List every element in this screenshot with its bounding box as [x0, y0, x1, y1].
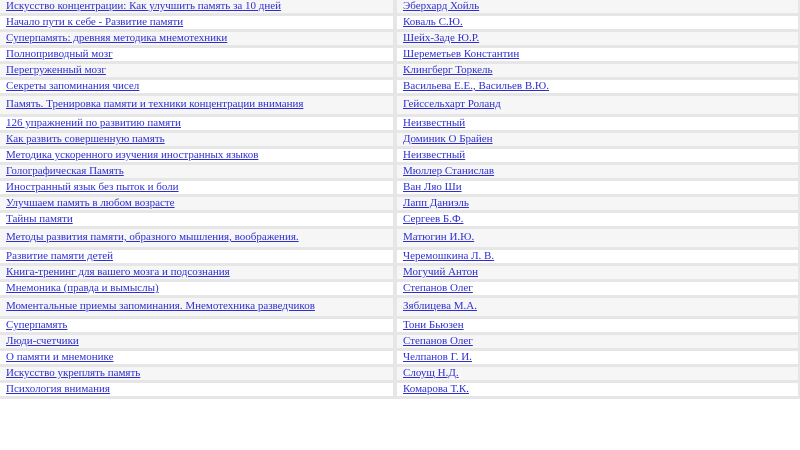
book-title-link[interactable]: Перегруженный мозг	[6, 64, 106, 76]
author-cell	[397, 181, 800, 197]
book-title-link[interactable]: Полноприводный мозг	[6, 48, 113, 60]
author-cell	[397, 0, 800, 16]
table-row	[0, 181, 800, 197]
table-row	[0, 96, 800, 117]
book-title-cell	[0, 351, 397, 367]
author-link[interactable]: Зяблицева М.А.	[403, 300, 477, 312]
book-title-cell	[0, 96, 397, 117]
author-cell	[397, 229, 800, 250]
author-cell	[397, 319, 800, 335]
author-cell	[397, 48, 800, 64]
author-cell	[397, 282, 800, 298]
table-row	[0, 80, 800, 96]
book-title-cell	[0, 250, 397, 266]
author-link[interactable]: Комарова Т.К.	[403, 383, 469, 395]
author-cell	[397, 298, 800, 319]
author-cell	[397, 335, 800, 351]
table-row	[0, 351, 800, 367]
author-cell	[397, 351, 800, 367]
author-cell	[397, 133, 800, 149]
author-link[interactable]: Могучий Антон	[403, 266, 478, 278]
author-link[interactable]: Неизвестный	[403, 149, 466, 161]
author-cell	[397, 32, 800, 48]
book-title-cell	[0, 282, 397, 298]
book-title-link[interactable]: 126 упражнений по развитию памяти	[6, 117, 181, 129]
book-title-cell	[0, 133, 397, 149]
table-row	[0, 266, 800, 282]
author-link[interactable]: Матюгин И.Ю.	[403, 231, 475, 243]
author-link[interactable]: Гейссельхарт Роланд	[403, 98, 501, 110]
book-title-cell	[0, 229, 397, 250]
table-row	[0, 16, 800, 32]
author-link[interactable]: Челпанов Г. И.	[403, 351, 472, 363]
author-link[interactable]: Доминик О Брайен	[403, 133, 493, 145]
author-cell	[397, 80, 800, 96]
table-row	[0, 165, 800, 181]
author-link[interactable]: Шереметьев Константин	[403, 48, 520, 60]
book-title-cell	[0, 64, 397, 80]
author-link[interactable]: Коваль С.Ю.	[403, 16, 463, 28]
book-title-link[interactable]: Методы развития памяти, образного мышления, воображения.	[6, 231, 299, 243]
table-row	[0, 298, 800, 319]
author-cell	[397, 197, 800, 213]
table-row	[0, 117, 800, 133]
author-link[interactable]: Сергеев Б.Ф.	[403, 213, 464, 225]
book-title-cell	[0, 335, 397, 351]
book-title-link[interactable]: Искусство укреплять память	[6, 367, 141, 379]
book-title-link[interactable]: Как развить совершенную память	[6, 133, 165, 145]
author-cell	[397, 96, 800, 117]
table-row	[0, 383, 800, 399]
book-title-cell	[0, 149, 397, 165]
table-row	[0, 133, 800, 149]
table-row	[0, 229, 800, 250]
author-cell	[397, 213, 800, 229]
table-row	[0, 149, 800, 165]
book-title-link[interactable]: Суперпамять: древняя методика мнемотехники	[6, 32, 228, 44]
table-row	[0, 64, 800, 80]
table-row	[0, 48, 800, 64]
book-title-link[interactable]: Моментальные приемы запоминания. Мнемотехника разведчиков	[6, 300, 315, 312]
author-link[interactable]: Слоущ Н.Д.	[403, 367, 459, 379]
author-link[interactable]: Степанов Олег	[403, 335, 473, 347]
book-title-cell	[0, 165, 397, 181]
table-row	[0, 0, 800, 16]
author-link[interactable]: Мюллер Станислав	[403, 165, 495, 177]
book-title-cell	[0, 32, 397, 48]
author-link[interactable]: Васильева Е.Е., Васильев В.Ю.	[403, 80, 549, 92]
author-link[interactable]: Эберхард Хойль	[403, 0, 480, 12]
author-link[interactable]: Ван Ляо Ши	[403, 181, 462, 193]
book-title-cell	[0, 213, 397, 229]
book-title-link[interactable]: Искусство концентрации: Как улучшить память за 10 дней	[6, 0, 282, 12]
author-link[interactable]: Степанов Олег	[403, 282, 473, 294]
book-title-cell	[0, 197, 397, 213]
author-link[interactable]: Неизвестный	[403, 117, 466, 129]
table-row	[0, 335, 800, 351]
author-cell	[397, 16, 800, 32]
table-row	[0, 197, 800, 213]
book-title-link[interactable]: Память. Тренировка памяти и техники концентрации внимания	[6, 98, 304, 110]
book-title-link[interactable]: Суперпамять	[6, 319, 68, 331]
book-title-cell	[0, 117, 397, 133]
book-title-cell	[0, 0, 397, 16]
author-link[interactable]: Черемошкина Л. В.	[403, 250, 495, 262]
book-title-link[interactable]: Улучшаем память в любом возрасте	[6, 197, 175, 209]
book-title-link[interactable]: Психология внимания	[6, 383, 110, 395]
book-title-cell	[0, 298, 397, 319]
book-title-cell	[0, 319, 397, 335]
book-title-link[interactable]: Методика ускоренного изучения иностранных языков	[6, 149, 259, 161]
book-title-link[interactable]: Иностранный язык без пыток и боли	[6, 181, 179, 193]
book-title-link[interactable]: Развитие памяти детей	[6, 250, 114, 262]
table-row	[0, 319, 800, 335]
table-row	[0, 32, 800, 48]
table-row	[0, 250, 800, 266]
author-cell	[397, 149, 800, 165]
book-title-link[interactable]: Секреты запоминания чисел	[6, 80, 140, 92]
author-link[interactable]: Шейх-Заде Ю.Р.	[403, 32, 480, 44]
book-title-cell	[0, 367, 397, 383]
book-title-cell	[0, 266, 397, 282]
book-title-cell	[0, 383, 397, 399]
author-cell	[397, 266, 800, 282]
author-cell	[397, 367, 800, 383]
author-link[interactable]: Клингберг Торкель	[403, 64, 493, 76]
book-title-cell	[0, 181, 397, 197]
author-cell	[397, 383, 800, 399]
book-title-cell	[0, 48, 397, 64]
author-cell	[397, 165, 800, 181]
table-row	[0, 282, 800, 298]
book-title-link[interactable]: Мнемоника (правда и вымыслы)	[6, 282, 159, 294]
book-title-link[interactable]: Голографическая Память	[6, 165, 124, 177]
book-title-link[interactable]: Тайны памяти	[6, 213, 73, 225]
book-title-link[interactable]: Люди-счетчики	[6, 335, 79, 347]
book-title-link[interactable]: Начало пути к себе - Развитие памяти	[6, 16, 184, 28]
author-cell	[397, 117, 800, 133]
book-title-cell	[0, 80, 397, 96]
book-title-link[interactable]: Книга-тренинг для вашего мозга и подсознания	[6, 266, 230, 278]
author-link[interactable]: Лапп Даниэль	[403, 197, 469, 209]
book-title-cell	[0, 16, 397, 32]
table-row	[0, 213, 800, 229]
book-title-link[interactable]: О памяти и мнемонике	[6, 351, 114, 363]
author-cell	[397, 64, 800, 80]
author-cell	[397, 250, 800, 266]
author-link[interactable]: Тони Бьюзен	[403, 319, 464, 331]
table-row	[0, 367, 800, 383]
